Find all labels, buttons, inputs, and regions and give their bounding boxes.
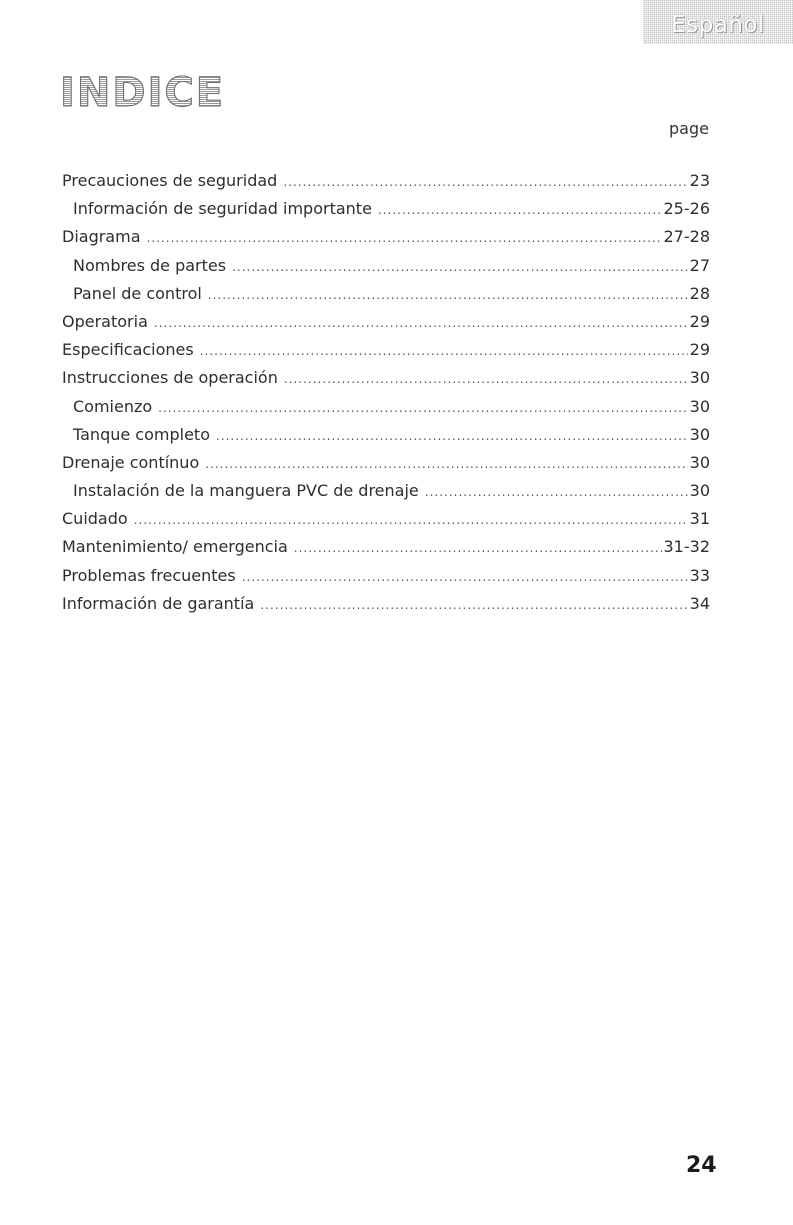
toc-entry-page: 30	[689, 481, 710, 501]
toc-entry-page: 31	[689, 509, 710, 529]
toc-entry-page: 30	[689, 424, 710, 444]
toc-entry	[62, 227, 710, 255]
page-column-header: page	[669, 119, 709, 138]
toc-leader-dots	[158, 398, 687, 418]
toc-entry-page: 30	[689, 368, 710, 388]
toc-entry-title: Instalación de la manguera PVC de drenaje	[73, 481, 419, 501]
toc-entry	[62, 171, 710, 199]
toc-leader-dots	[242, 567, 688, 587]
table-of-contents	[62, 171, 710, 622]
toc-entry-title: Información de garantía	[62, 593, 255, 613]
toc-leader-dots	[294, 538, 662, 558]
language-tab-label: Español	[671, 12, 765, 38]
toc-entry	[62, 340, 710, 368]
page-title: INDICE	[60, 70, 226, 116]
toc-entry-title: Problemas frecuentes	[62, 565, 236, 585]
toc-entry-page: 23	[689, 171, 710, 190]
toc-entry-title: Drenaje contínuo	[62, 452, 200, 472]
toc-leader-dots	[260, 595, 687, 615]
toc-entry-title: Tanque completo	[73, 424, 210, 444]
toc-entry-page: 30	[689, 396, 710, 416]
toc-leader-dots	[216, 426, 688, 446]
toc-leader-dots	[154, 313, 688, 333]
toc-entry	[62, 312, 710, 340]
toc-entry	[62, 566, 710, 594]
toc-entry-page: 33	[689, 565, 710, 585]
toc-entry	[62, 368, 710, 396]
page-number: 24	[686, 1153, 717, 1178]
toc-leader-dots	[425, 482, 688, 502]
toc-entry	[62, 397, 710, 425]
toc-entry	[62, 594, 710, 622]
toc-entry-title: Precauciones de seguridad	[62, 171, 278, 190]
toc-entry-page: 27	[689, 255, 710, 275]
toc-entry-title: Cuidado	[62, 509, 128, 529]
toc-entry-title: Operatoria	[62, 311, 148, 331]
toc-entry-title: Especificaciones	[62, 340, 194, 360]
toc-entry-page: 28	[689, 283, 710, 303]
toc-entry-page: 29	[689, 340, 710, 360]
toc-entry	[62, 453, 710, 481]
toc-entry-page: 34	[689, 593, 710, 613]
toc-leader-dots	[208, 285, 688, 305]
language-tab	[643, 0, 793, 44]
toc-entry	[62, 481, 710, 509]
toc-leader-dots	[200, 341, 688, 361]
toc-entry-title: Mantenimiento/ emergencia	[62, 537, 288, 557]
toc-leader-dots	[134, 510, 688, 530]
toc-entry-title: Diagrama	[62, 227, 141, 247]
toc-entry	[62, 199, 710, 227]
toc-entry-page: 30	[689, 452, 710, 472]
toc-entry	[62, 425, 710, 453]
toc-entry-title: Instrucciones de operación	[62, 368, 278, 388]
toc-leader-dots	[232, 257, 688, 277]
toc-leader-dots	[205, 454, 687, 474]
toc-leader-dots	[283, 172, 687, 192]
toc-entry-page: 27-28	[663, 227, 710, 247]
toc-entry	[62, 284, 710, 312]
toc-entry	[62, 537, 710, 565]
toc-leader-dots	[147, 228, 662, 248]
toc-entry-title: Comienzo	[73, 396, 153, 416]
toc-entry-title: Panel de control	[73, 283, 202, 303]
toc-entry-title: Nombres de partes	[73, 255, 227, 275]
toc-leader-dots	[284, 369, 688, 389]
toc-entry	[62, 256, 710, 284]
toc-entry-title: Información de seguridad importante	[73, 199, 372, 219]
toc-entry-page: 31-32	[663, 537, 710, 557]
toc-entry-page: 25-26	[663, 199, 710, 219]
toc-leader-dots	[378, 200, 662, 220]
toc-entry-page: 29	[689, 311, 710, 331]
toc-entry	[62, 509, 710, 537]
